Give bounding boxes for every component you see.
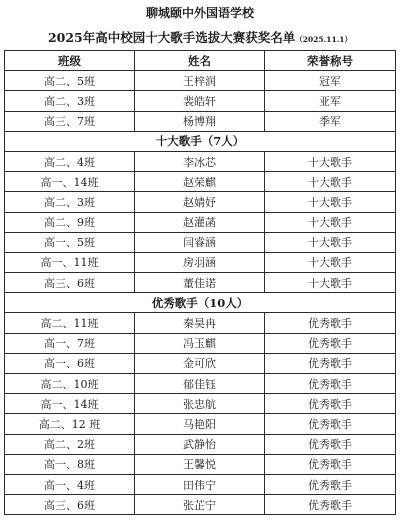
cell-class: 高一、11班 xyxy=(5,252,135,272)
table-row xyxy=(5,273,396,293)
cell-name: 董佳诺 xyxy=(135,273,265,293)
award-title-line xyxy=(0,26,400,50)
section-title: 十大歌手（7人） xyxy=(5,131,396,151)
date-note: （2025.11.1） xyxy=(295,35,353,44)
cell-name: 王馨悦 xyxy=(135,454,265,474)
cell-class: 高二、4班 xyxy=(5,151,135,171)
cell-name: 裴皓轩 xyxy=(135,91,265,111)
table-row xyxy=(5,434,396,454)
table-row xyxy=(5,151,396,171)
table-row xyxy=(5,414,396,434)
cell-class: 高二、11班 xyxy=(5,313,135,333)
cell-name: 郁佳钰 xyxy=(135,374,265,394)
cell-class: 高二、5班 xyxy=(5,71,135,91)
cell-name: 李冰芯 xyxy=(135,151,265,171)
column-header-honor: 荣誉称号 xyxy=(265,51,396,71)
cell-honor: 优秀歌手 xyxy=(265,353,396,373)
table-row xyxy=(5,91,396,111)
cell-class: 高三、6班 xyxy=(5,495,135,515)
cell-honor: 十大歌手 xyxy=(265,172,396,192)
column-header-class: 班级 xyxy=(5,51,135,71)
cell-name: 武静怡 xyxy=(135,434,265,454)
cell-honor: 优秀歌手 xyxy=(265,495,396,515)
table-row xyxy=(5,313,396,333)
cell-name: 赵荣麒 xyxy=(135,172,265,192)
school-name: 聊城颐中外国语学校 xyxy=(145,6,254,20)
cell-class: 高二、3班 xyxy=(5,91,135,111)
cell-class: 高一、7班 xyxy=(5,333,135,353)
award-table xyxy=(4,50,396,515)
cell-honor: 优秀歌手 xyxy=(265,394,396,414)
cell-name: 王梓润 xyxy=(135,71,265,91)
table-row xyxy=(5,474,396,494)
table-row xyxy=(5,172,396,192)
cell-name: 田伟宁 xyxy=(135,474,265,494)
cell-honor: 冠军 xyxy=(265,71,396,91)
cell-honor: 十大歌手 xyxy=(265,212,396,232)
cell-honor: 优秀歌手 xyxy=(265,434,396,454)
cell-name: 张芷宁 xyxy=(135,495,265,515)
cell-name: 赵灌菡 xyxy=(135,212,265,232)
cell-name: 马艳阳 xyxy=(135,414,265,434)
cell-honor: 十大歌手 xyxy=(265,232,396,252)
cell-name: 张忠航 xyxy=(135,394,265,414)
cell-name: 房羽涵 xyxy=(135,252,265,272)
table-row xyxy=(5,333,396,353)
cell-class: 高一、6班 xyxy=(5,353,135,373)
cell-honor: 优秀歌手 xyxy=(265,333,396,353)
cell-honor: 优秀歌手 xyxy=(265,414,396,434)
cell-honor: 亚军 xyxy=(265,91,396,111)
column-header-name: 姓名 xyxy=(135,51,265,71)
table-row xyxy=(5,252,396,272)
cell-honor: 十大歌手 xyxy=(265,151,396,171)
cell-name: 闫睿涵 xyxy=(135,232,265,252)
cell-class: 高三、6班 xyxy=(5,273,135,293)
cell-class: 高一、14班 xyxy=(5,394,135,414)
table-row xyxy=(5,495,396,515)
cell-honor: 优秀歌手 xyxy=(265,313,396,333)
cell-name: 杨博翔 xyxy=(135,111,265,131)
table-row xyxy=(5,353,396,373)
cell-honor: 优秀歌手 xyxy=(265,454,396,474)
table-row xyxy=(5,111,396,131)
table-row xyxy=(5,192,396,212)
table-row xyxy=(5,394,396,414)
award-title: 2025年高中校园十大歌手选拔大赛获奖名单 xyxy=(47,30,296,45)
section-header-row xyxy=(5,131,396,151)
cell-honor: 季军 xyxy=(265,111,396,131)
cell-class: 高一、4班 xyxy=(5,474,135,494)
cell-class: 高一、8班 xyxy=(5,454,135,474)
cell-class: 高二、3班 xyxy=(5,192,135,212)
section-header-row xyxy=(5,293,396,313)
table-row xyxy=(5,374,396,394)
table-row xyxy=(5,212,396,232)
cell-name: 金可欣 xyxy=(135,353,265,373)
section-title: 优秀歌手（10人） xyxy=(5,293,396,313)
table-body xyxy=(5,71,396,515)
cell-class: 高二、12 班 xyxy=(5,414,135,434)
cell-class: 高二、2班 xyxy=(5,434,135,454)
cell-name: 赵婧妤 xyxy=(135,192,265,212)
cell-class: 高一、14班 xyxy=(5,172,135,192)
cell-class: 高二、9班 xyxy=(5,212,135,232)
cell-name: 冯玉麒 xyxy=(135,333,265,353)
cell-class: 高三、7班 xyxy=(5,111,135,131)
cell-honor: 十大歌手 xyxy=(265,192,396,212)
table-row xyxy=(5,232,396,252)
table-header-row xyxy=(5,51,396,71)
cell-class: 高一、5班 xyxy=(5,232,135,252)
table-row xyxy=(5,454,396,474)
cell-name: 秦昊冉 xyxy=(135,313,265,333)
table-row xyxy=(5,71,396,91)
cell-class: 高二、10班 xyxy=(5,374,135,394)
cell-honor: 优秀歌手 xyxy=(265,474,396,494)
cell-honor: 十大歌手 xyxy=(265,273,396,293)
cell-honor: 优秀歌手 xyxy=(265,374,396,394)
cell-honor: 十大歌手 xyxy=(265,252,396,272)
